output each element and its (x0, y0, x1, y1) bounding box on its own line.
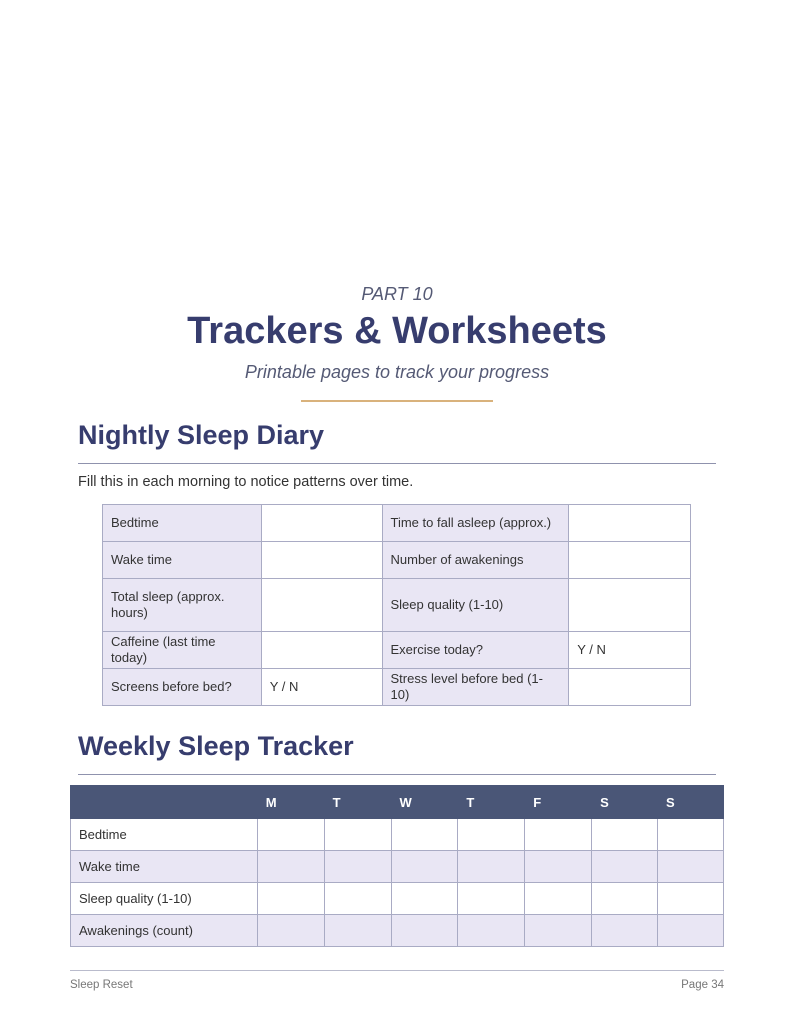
weekly-entry-cell[interactable] (391, 851, 458, 883)
weekly-entry-cell[interactable] (458, 915, 525, 947)
weekly-entry-cell[interactable] (324, 851, 391, 883)
weekly-entry-cell[interactable] (257, 915, 324, 947)
footer-book-title: Sleep Reset (70, 979, 133, 991)
weekly-entry-cell[interactable] (592, 819, 658, 851)
weekly-entry-cell[interactable] (592, 883, 658, 915)
weekly-entry-cell[interactable] (257, 883, 324, 915)
weekly-row-label: Sleep quality (1-10) (71, 883, 258, 915)
diary-intro: Fill this in each morning to notice patterns over time. (78, 474, 414, 490)
diary-label: Caffeine (last time today) (103, 632, 262, 669)
weekly-row (71, 851, 724, 883)
diary-heading: Nightly Sleep Diary (78, 420, 325, 450)
weekly-tracker-table (70, 785, 724, 947)
day-header: S (592, 786, 658, 819)
day-header: F (525, 786, 592, 819)
diary-heading-rule (78, 463, 716, 464)
diary-label: Total sleep (approx. hours) (103, 579, 262, 632)
day-header: T (324, 786, 391, 819)
diary-label: Sleep quality (1-10) (382, 579, 569, 632)
diary-entry-field[interactable] (569, 505, 691, 542)
weekly-row (71, 819, 724, 851)
diary-entry-field[interactable] (261, 542, 382, 579)
diary-entry-field[interactable] (569, 579, 691, 632)
day-header: S (658, 786, 724, 819)
weekly-entry-cell[interactable] (391, 915, 458, 947)
weekly-entry-cell[interactable] (458, 819, 525, 851)
weekly-entry-cell[interactable] (592, 851, 658, 883)
diary-label: Exercise today? (382, 632, 569, 669)
weekly-row-label: Awakenings (count) (71, 915, 258, 947)
footer-divider (70, 970, 724, 971)
weekly-header-row (71, 786, 724, 819)
title-divider (301, 400, 493, 402)
day-header: W (391, 786, 458, 819)
weekly-entry-cell[interactable] (525, 915, 592, 947)
weekly-entry-cell[interactable] (592, 915, 658, 947)
weekly-entry-cell[interactable] (391, 819, 458, 851)
weekly-entry-cell[interactable] (257, 819, 324, 851)
diary-entry-field[interactable] (261, 505, 382, 542)
weekly-entry-cell[interactable] (324, 819, 391, 851)
weekly-entry-cell[interactable] (324, 915, 391, 947)
weekly-entry-cell[interactable] (525, 851, 592, 883)
diary-entry-field[interactable]: Y / N (569, 632, 691, 669)
diary-label: Bedtime (103, 505, 262, 542)
diary-row (103, 669, 691, 706)
weekly-entry-cell[interactable] (458, 883, 525, 915)
diary-entry-field[interactable]: Y / N (261, 669, 382, 706)
footer-page-number: Page 34 (681, 979, 724, 991)
weekly-entry-cell[interactable] (658, 883, 724, 915)
weekly-entry-cell[interactable] (257, 851, 324, 883)
weekly-corner-cell (71, 786, 258, 819)
diary-row (103, 505, 691, 542)
part-label: PART 10 (361, 284, 433, 304)
weekly-row (71, 915, 724, 947)
weekly-row-label: Bedtime (71, 819, 258, 851)
weekly-entry-cell[interactable] (458, 851, 525, 883)
weekly-entry-cell[interactable] (525, 883, 592, 915)
diary-row (103, 542, 691, 579)
day-header: T (458, 786, 525, 819)
weekly-entry-cell[interactable] (391, 883, 458, 915)
diary-entry-field[interactable] (569, 542, 691, 579)
diary-label: Screens before bed? (103, 669, 262, 706)
weekly-entry-cell[interactable] (525, 819, 592, 851)
diary-entry-field[interactable] (569, 669, 691, 706)
weekly-row-label: Wake time (71, 851, 258, 883)
diary-label: Stress level before bed (1-10) (382, 669, 569, 706)
sleep-diary-table (102, 504, 691, 706)
part-title: Trackers & Worksheets (187, 310, 607, 352)
diary-entry-field[interactable] (261, 632, 382, 669)
diary-entry-field[interactable] (261, 579, 382, 632)
weekly-entry-cell[interactable] (658, 915, 724, 947)
diary-label: Wake time (103, 542, 262, 579)
part-subtitle: Printable pages to track your progress (244, 362, 550, 382)
weekly-entry-cell[interactable] (324, 883, 391, 915)
weekly-entry-cell[interactable] (658, 851, 724, 883)
weekly-heading-rule (78, 774, 716, 775)
day-header: M (257, 786, 324, 819)
weekly-row (71, 883, 724, 915)
weekly-heading: Weekly Sleep Tracker (78, 731, 354, 761)
diary-label: Number of awakenings (382, 542, 569, 579)
weekly-entry-cell[interactable] (658, 819, 724, 851)
diary-label: Time to fall asleep (approx.) (382, 505, 569, 542)
diary-row (103, 579, 691, 632)
diary-row (103, 632, 691, 669)
